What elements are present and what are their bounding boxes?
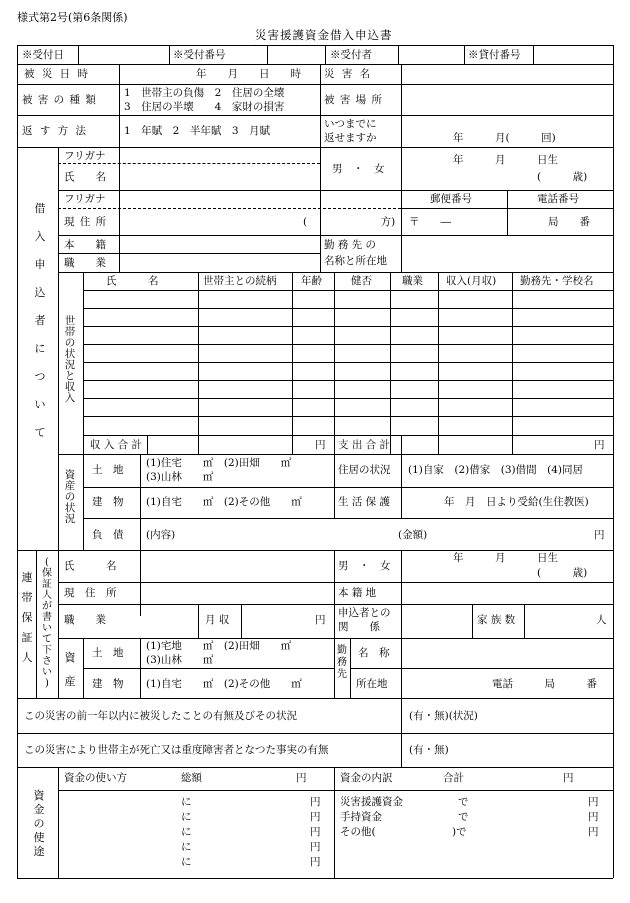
occupation-label: 職 業 [64, 257, 106, 269]
fund-relief-label: 災害援護資金 [340, 796, 403, 808]
monthly-income-yen[interactable]: 円 [315, 614, 326, 626]
land-line2[interactable]: (3)山林 ㎡ [146, 471, 214, 483]
damage-place-label: 被 害 場 所 [324, 94, 384, 106]
header-occupation: 職業 [402, 275, 423, 287]
guarantor-sex-select[interactable]: 男 ・ 女 [338, 560, 391, 572]
guarantor-registry-field[interactable] [402, 583, 612, 603]
usage-label: 資金の使い方 [64, 772, 127, 784]
guarantor-address-label: 現 住 所 [64, 587, 117, 599]
income-total-yen[interactable]: 円 [315, 439, 326, 451]
reception-number-label: ※受付番号 [173, 49, 226, 61]
repay-method-label: 返 す 方 法 [22, 125, 89, 137]
loan-number-label: ※貸付番号 [468, 49, 521, 61]
income-total-label: 収 入 合 計 [90, 439, 143, 451]
header-workplace: 勤務先・学校名 [520, 275, 594, 287]
registry-field[interactable] [120, 236, 319, 252]
building-label: 建 物 [92, 496, 124, 508]
fund-relief-yen[interactable]: 円 [588, 796, 599, 808]
history-question-2: この災害により世帯主が死亡又は重度障害者となつた事実の有無 [24, 744, 329, 756]
usage-total-yen[interactable]: 円 [296, 772, 307, 784]
repay-methods[interactable]: 1 年賦 2 半年賦 3 月賦 [124, 125, 271, 137]
name-field[interactable] [120, 164, 319, 189]
usage-row-5-yen[interactable]: 円 [310, 856, 321, 868]
damage-type-label: 被 害 の 種 類 [22, 94, 97, 106]
furigana-label: フリガナ [64, 150, 106, 162]
damage-types-line2[interactable]: 3 住居の半壊 4 家財の損害 [124, 101, 285, 113]
guarantor-name-field[interactable] [141, 551, 333, 581]
debt-amount[interactable]: (金額) [398, 529, 428, 541]
workplace-name-field[interactable] [402, 639, 612, 667]
guarantor-registry-label: 本 籍 地 [338, 587, 377, 599]
guarantor-land-label: 土 地 [92, 647, 124, 659]
usage-row-3-yen[interactable]: 円 [310, 826, 321, 838]
damage-types-line1[interactable]: 1 世帯主の負傷 2 住居の全壊 [124, 87, 285, 99]
relation-label-2: 関 係 [338, 621, 380, 633]
usage-row-1-ni[interactable]: に [181, 796, 192, 808]
workplace-phone[interactable]: 電話 局 番 [492, 678, 597, 690]
breakdown-sum-label: 合計 [443, 772, 464, 784]
fund-own-de: で [458, 811, 469, 823]
fund-other-yen[interactable]: 円 [588, 826, 599, 838]
breakdown-sum-yen[interactable]: 円 [563, 772, 574, 784]
applicant-sex-select[interactable]: 男 ・ 女 [332, 163, 385, 175]
workplace-label-2: 名称と所在地 [324, 255, 387, 267]
land-label: 土 地 [92, 464, 124, 476]
registry-label: 本 籍 [64, 239, 106, 251]
fund-own-label: 手持資金 [340, 811, 382, 823]
usage-row-5-ni[interactable]: に [181, 856, 192, 868]
expense-total-yen[interactable]: 円 [594, 439, 605, 451]
guarantor-section-label: 連 帯 保 証 人 [21, 571, 33, 664]
breakdown-label: 資金の内訳 [340, 772, 393, 784]
form-number: 様式第2号(第6条関係) [17, 11, 128, 24]
welfare-value[interactable]: 年 月 日より受給(生住教医) [444, 496, 589, 508]
occupation-field[interactable] [120, 254, 319, 271]
workplace-field[interactable] [402, 236, 612, 271]
fund-other-de: )で [452, 826, 467, 838]
expense-total-label: 支 出 合 計 [338, 439, 391, 451]
reception-person-field[interactable] [399, 46, 463, 63]
usage-row-1-yen[interactable]: 円 [310, 796, 321, 808]
guarantor-building-label: 建 物 [92, 678, 124, 690]
address-field[interactable]: ( 方) [303, 216, 396, 228]
guarantor-occupation-label: 職 業 [64, 614, 106, 626]
building-value[interactable]: (1)自宅 ㎡ (2)その他 ㎡ [146, 496, 302, 508]
address-furigana-label: フリガナ [64, 193, 106, 205]
usage-section-label: 資 金 の 使 途 [33, 789, 45, 858]
header-name: 氏 名 [106, 275, 159, 287]
reception-date-label: ※受付日 [22, 49, 64, 61]
debt-yen: 円 [594, 529, 605, 541]
workplace-address-label: 所在地 [356, 678, 388, 690]
header-income: 収入(月収) [446, 275, 497, 287]
disaster-date-label: 被 災 日 時 [24, 68, 91, 80]
postal-code-field[interactable]: 〒 ― [409, 216, 451, 228]
applicant-birth-date[interactable]: 年 月 日生 [453, 154, 558, 166]
repay-until-label-2: 返せますか [324, 132, 377, 144]
family-count-label: 家 族 数 [477, 614, 516, 626]
applicant-section-label: 借 入 申 込 者 に つ い て [34, 202, 46, 439]
debt-label: 負 債 [92, 529, 124, 541]
usage-row-2-yen[interactable]: 円 [310, 811, 321, 823]
guarantor-workplace-label: 勤 務 先 [337, 645, 347, 680]
postal-code-label: 郵便番号 [430, 193, 472, 205]
land-line1[interactable]: (1)住宅 ㎡ (2)田畑 ㎡ [146, 457, 292, 469]
guarantor-birth-date[interactable]: 年 月 日生 [453, 552, 558, 564]
header-age: 年齢 [301, 275, 322, 287]
disaster-name-field[interactable] [402, 65, 612, 83]
workplace-label-1: 勤 務 先 の [324, 239, 377, 251]
guarantor-name-label: 氏 名 [64, 560, 117, 572]
household-section-label: 世 帯 の 状 況 と 収 入 [64, 315, 76, 404]
phone-number-label: 電話番号 [537, 193, 579, 205]
usage-row-3-ni[interactable]: に [181, 826, 192, 838]
page-title: 災害援護資金借入申込書 [255, 28, 393, 42]
guarantor-assets-label: 資 産 [64, 651, 76, 688]
fund-relief-de: で [458, 796, 469, 808]
history-answer-1[interactable]: (有・無)(状況) [409, 710, 478, 722]
guarantor-age[interactable]: ( 歳) [537, 567, 588, 579]
history-question-1: この災害の前一年以内に被災したことの有無及びその状況 [24, 710, 297, 722]
header-relation: 世帯主との続柄 [203, 275, 277, 287]
guarantor-building-value[interactable]: (1)自宅 ㎡ (2)その他 ㎡ [146, 678, 302, 690]
monthly-income-label: 月 収 [205, 614, 230, 626]
disaster-name-label: 災 害 名 [324, 68, 373, 80]
history-answer-2[interactable]: (有・無) [409, 744, 449, 756]
reception-date-field[interactable] [79, 46, 168, 63]
fund-other-label: その他( [340, 826, 376, 838]
reception-number-field[interactable] [268, 46, 324, 63]
furigana-field[interactable] [120, 148, 319, 162]
applicant-age[interactable]: ( 歳) [537, 171, 588, 183]
guarantor-land-line1[interactable]: (1)宅地 ㎡ (2)田畑 ㎡ [146, 640, 292, 652]
welfare-label: 生 活 保 護 [338, 496, 391, 508]
guarantor-address-field[interactable] [141, 583, 333, 603]
debt-content[interactable]: (内容) [146, 529, 176, 541]
disaster-date-value[interactable]: 年 月 日 時 [196, 68, 301, 80]
assets-section-label: 資 産 の 状 況 [64, 469, 76, 525]
workplace-name-label: 名 称 [358, 647, 390, 659]
family-count-unit[interactable]: 人 [596, 614, 607, 626]
damage-place-field[interactable] [402, 85, 612, 114]
repay-until-value[interactable]: 年 月( 回) [453, 132, 556, 144]
usage-row-4-ni[interactable]: に [181, 841, 192, 853]
usage-total-label: 総額 [181, 772, 202, 784]
address-label: 現 住 所 [64, 216, 108, 228]
phone-number-field[interactable]: 局 番 [548, 216, 590, 228]
housing-value[interactable]: (1)自家 (2)借家 (3)借間 (4)同居 [408, 464, 583, 476]
guarantor-land-line2[interactable]: (3)山林 ㎡ [146, 654, 214, 666]
fund-own-yen[interactable]: 円 [588, 811, 599, 823]
usage-row-2-ni[interactable]: に [181, 811, 192, 823]
repay-until-label-1: いつまでに [324, 118, 377, 130]
housing-label: 住居の状況 [338, 464, 391, 476]
name-label: 氏 名 [64, 171, 106, 183]
guarantor-sub-label: ( 保 証 人 が 書 い て 下 さ い ) [42, 557, 52, 689]
header-health: 健否 [351, 275, 372, 287]
reception-person-label: ※受付者 [330, 49, 372, 61]
relation-label-1: 申込者との [338, 607, 391, 619]
loan-number-field[interactable] [534, 46, 612, 63]
usage-row-4-yen[interactable]: 円 [310, 841, 321, 853]
